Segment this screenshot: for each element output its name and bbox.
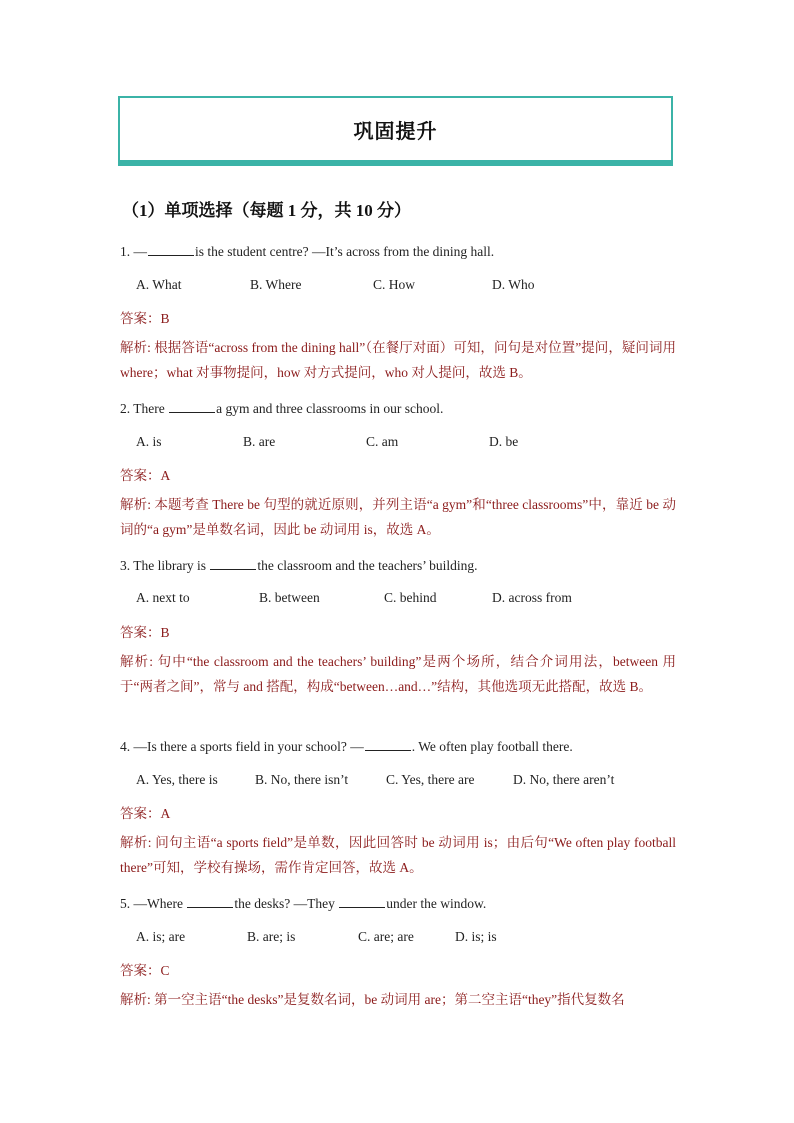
question-text: is the student centre? —It’s across from the dining hall. [195, 244, 495, 259]
option-c: C. are; are [358, 929, 414, 944]
option-a: A. next to [136, 590, 190, 605]
option-d: D. Who [492, 277, 535, 292]
answer-3: 答案：B [120, 625, 170, 640]
option-b: B. are; is [247, 929, 296, 944]
question-text: —Is there a sports field in your school? — [133, 739, 364, 754]
question-text: —Where [133, 896, 187, 911]
option-c: C. Yes, there are [386, 772, 475, 787]
option-c: C. How [373, 277, 416, 292]
answer-blank[interactable] [339, 896, 385, 908]
option-b: B. between [259, 590, 320, 605]
question-1 [120, 244, 494, 260]
question-number: 5. [120, 896, 131, 911]
question-number: 2. [120, 401, 131, 416]
option-b: B. No, there isn’t [255, 772, 349, 787]
answer-blank[interactable] [210, 558, 256, 570]
explanation-1: 解析: 根据答语“across from the dining hall”（在餐厅对面）可知，问句是对位置”提问，疑问词用 where；what 对事物提问，how 对方式提问，who 对人提问，故选 B。 [120, 340, 676, 380]
option-a: A. Yes, there is [136, 772, 218, 787]
question-5 [120, 896, 486, 912]
option-c: C. behind [384, 590, 437, 605]
answer-blank[interactable] [169, 401, 215, 413]
option-a: A. What [136, 277, 182, 292]
option-a: A. is; are [136, 929, 186, 944]
question-number: 3. [120, 558, 131, 573]
answer-1: 答案：B [120, 311, 170, 326]
question-3 [120, 558, 478, 574]
option-d: D. No, there aren’t [513, 772, 615, 787]
option-b: B. are [243, 434, 276, 449]
question-text: The library is [133, 558, 210, 573]
option-c: C. am [366, 434, 399, 449]
explanation-4: 解析: 问句主语“a sports field”是单数，因此回答时 be 动词用 is；由后句“We often play football there”可知，学校有操场，需作肯定回答，故选 A。 [120, 835, 676, 875]
explanation-2: 解析: 本题考查 There be 句型的就近原则，并列主语“a gym”和“three classrooms”中，靠近 be 动词的“a gym”是单数名词，因此 be 动词用 is，故选 A。 [120, 497, 676, 537]
question-text: the desks? —They [234, 896, 339, 911]
option-d: D. be [489, 434, 519, 449]
question-text: — [133, 244, 147, 259]
answer-blank[interactable] [187, 896, 233, 908]
question-2 [120, 401, 443, 417]
option-d: D. across from [492, 590, 572, 605]
question-4 [120, 739, 573, 755]
answer-4: 答案：A [120, 806, 171, 821]
option-d: D. is; is [455, 929, 497, 944]
option-a: A. is [136, 434, 162, 449]
title-box [118, 96, 673, 166]
question-text: the classroom and the teachers’ building. [257, 558, 478, 573]
question-text: under the window. [386, 896, 487, 911]
question-number: 4. [120, 739, 131, 754]
question-number: 1. [120, 244, 131, 259]
section-heading: （1）单项选择（每题 1 分，共 10 分） [122, 201, 411, 220]
answer-blank[interactable] [148, 244, 194, 256]
answer-blank[interactable] [365, 739, 411, 751]
question-text: . We often play football there. [411, 739, 573, 754]
question-text: a gym and three classrooms in our school. [216, 401, 444, 416]
answer-5: 答案：C [120, 963, 170, 978]
question-text: There [133, 401, 169, 416]
page-title: 巩固提升 [353, 120, 438, 143]
answer-2: 答案：A [120, 468, 171, 483]
explanation-3: 解析: 句中“the classroom and the teachers’ building”是两个场所，结合介词用法，between 用于“两者之间”，常与 and 搭配，构成“between…and…”结构，其他选项无此搭配，故选 B。 [120, 654, 676, 694]
explanation-5: 解析: 第一空主语“the desks”是复数名词，be 动词用 are；第二空主语“they”指代复数名 [120, 992, 625, 1007]
option-b: B. Where [250, 277, 302, 292]
